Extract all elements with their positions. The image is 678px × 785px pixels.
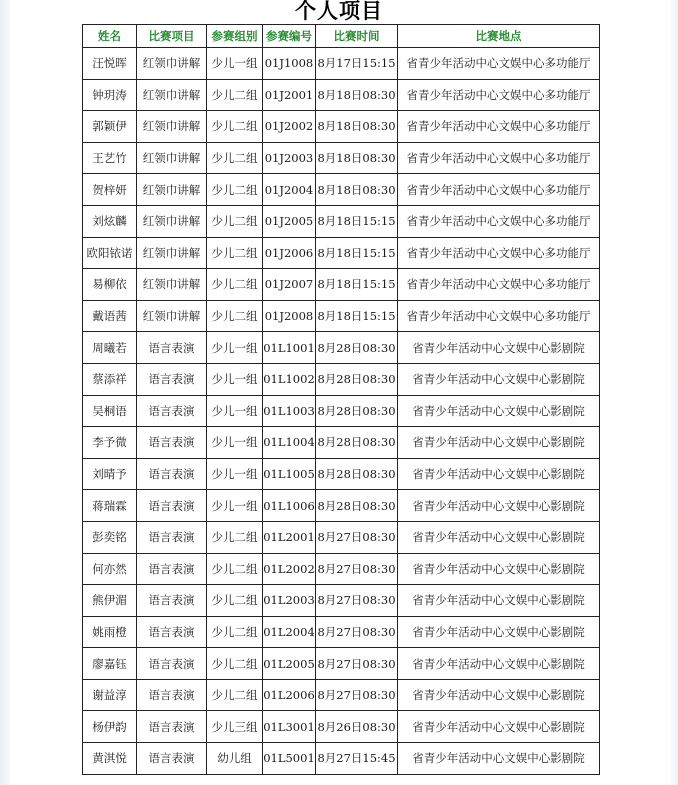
cell-event: 红领巾讲解	[137, 174, 207, 206]
cell-name: 杨伊韵	[83, 711, 137, 743]
table-row	[83, 521, 600, 553]
cell-code: 01J2008	[263, 300, 316, 332]
cell-code: 01J1008	[263, 48, 316, 80]
cell-venue: 省青少年活动中心文娱中心多功能厅	[398, 79, 600, 111]
cell-time: 8月27日15:45	[316, 743, 398, 775]
cell-code: 01J2002	[263, 111, 316, 143]
cell-group: 少儿二组	[207, 616, 263, 648]
cell-group: 少儿二组	[207, 237, 263, 269]
cell-code: 01L1002	[263, 363, 316, 395]
cell-group: 少儿二组	[207, 142, 263, 174]
cell-venue: 省青少年活动中心文娱中心多功能厅	[398, 142, 600, 174]
table-row	[83, 79, 600, 111]
cell-event: 红领巾讲解	[137, 111, 207, 143]
table-row	[83, 679, 600, 711]
cell-name: 王艺竹	[83, 142, 137, 174]
cell-name: 易柳依	[83, 269, 137, 301]
cell-time: 8月27日08:30	[316, 585, 398, 617]
cell-name: 郭颖伊	[83, 111, 137, 143]
cell-code: 01L1003	[263, 395, 316, 427]
cell-code: 01L1001	[263, 332, 316, 364]
cell-name: 廖嘉钰	[83, 648, 137, 680]
cell-time: 8月28日08:30	[316, 490, 398, 522]
cell-name: 刘炫麟	[83, 205, 137, 237]
header-time: 比赛时间	[316, 25, 398, 48]
cell-name: 黄淇悦	[83, 743, 137, 775]
cell-venue: 省青少年活动中心文娱中心多功能厅	[398, 205, 600, 237]
cell-name: 李予微	[83, 427, 137, 459]
cell-time: 8月27日08:30	[316, 648, 398, 680]
cell-code: 01J2001	[263, 79, 316, 111]
table-row	[83, 48, 600, 80]
cell-event: 红领巾讲解	[137, 79, 207, 111]
header-name: 姓名	[83, 25, 137, 48]
cell-time: 8月26日08:30	[316, 711, 398, 743]
header-event: 比赛项目	[137, 25, 207, 48]
cell-time: 8月28日08:30	[316, 363, 398, 395]
cell-name: 戴语茜	[83, 300, 137, 332]
cell-event: 语言表演	[137, 521, 207, 553]
table-row	[83, 616, 600, 648]
cell-group: 少儿二组	[207, 79, 263, 111]
cell-name: 吴桐语	[83, 395, 137, 427]
header-venue: 比赛地点	[398, 25, 600, 48]
cell-event: 语言表演	[137, 332, 207, 364]
cell-time: 8月18日15:15	[316, 269, 398, 301]
cell-time: 8月27日08:30	[316, 679, 398, 711]
cell-code: 01J2007	[263, 269, 316, 301]
table-row	[83, 300, 600, 332]
cell-group: 少儿二组	[207, 269, 263, 301]
cell-time: 8月18日15:15	[316, 300, 398, 332]
cell-group: 少儿二组	[207, 585, 263, 617]
cell-event: 红领巾讲解	[137, 237, 207, 269]
cell-name: 钟玥涛	[83, 79, 137, 111]
cell-code: 01L2003	[263, 585, 316, 617]
cell-group: 少儿二组	[207, 648, 263, 680]
cell-code: 01J2004	[263, 174, 316, 206]
page-left-edge	[0, 0, 10, 785]
cell-name: 姚雨橙	[83, 616, 137, 648]
cell-venue: 省青少年活动中心文娱中心影剧院	[398, 743, 600, 775]
cell-event: 红领巾讲解	[137, 205, 207, 237]
table-row	[83, 743, 600, 775]
cell-time: 8月18日15:15	[316, 237, 398, 269]
cell-name: 蒋瑞霖	[83, 490, 137, 522]
cell-code: 01L2001	[263, 521, 316, 553]
cell-time: 8月28日08:30	[316, 395, 398, 427]
cell-event: 语言表演	[137, 395, 207, 427]
page-title: 个人项目	[295, 0, 383, 23]
cell-venue: 省青少年活动中心文娱中心影剧院	[398, 585, 600, 617]
header-group: 参赛组别	[207, 25, 263, 48]
cell-name: 蔡添祥	[83, 363, 137, 395]
cell-event: 语言表演	[137, 648, 207, 680]
cell-name: 彭奕铭	[83, 521, 137, 553]
cell-group: 少儿一组	[207, 363, 263, 395]
cell-group: 少儿二组	[207, 205, 263, 237]
cell-venue: 省青少年活动中心文娱中心影剧院	[398, 648, 600, 680]
cell-name: 周曦若	[83, 332, 137, 364]
cell-time: 8月27日08:30	[316, 616, 398, 648]
cell-time: 8月27日08:30	[316, 521, 398, 553]
cell-group: 少儿二组	[207, 300, 263, 332]
cell-group: 少儿一组	[207, 427, 263, 459]
cell-event: 语言表演	[137, 585, 207, 617]
cell-venue: 省青少年活动中心文娱中心多功能厅	[398, 300, 600, 332]
table-row	[83, 711, 600, 743]
cell-code: 01J2003	[263, 142, 316, 174]
cell-venue: 省青少年活动中心文娱中心多功能厅	[398, 48, 600, 80]
table-row	[83, 585, 600, 617]
cell-name: 刘晴予	[83, 458, 137, 490]
cell-venue: 省青少年活动中心文娱中心影剧院	[398, 363, 600, 395]
cell-name: 谢益淳	[83, 679, 137, 711]
cell-event: 红领巾讲解	[137, 48, 207, 80]
cell-code: 01J2005	[263, 205, 316, 237]
cell-name: 熊伊湄	[83, 585, 137, 617]
cell-code: 01L1005	[263, 458, 316, 490]
cell-group: 少儿一组	[207, 332, 263, 364]
cell-venue: 省青少年活动中心文娱中心多功能厅	[398, 237, 600, 269]
cell-venue: 省青少年活动中心文娱中心影剧院	[398, 521, 600, 553]
cell-code: 01L2002	[263, 553, 316, 585]
page-right-edge	[670, 0, 678, 785]
cell-event: 语言表演	[137, 490, 207, 522]
cell-time: 8月27日08:30	[316, 553, 398, 585]
cell-venue: 省青少年活动中心文娱中心影剧院	[398, 332, 600, 364]
cell-group: 少儿一组	[207, 490, 263, 522]
table-row	[83, 237, 600, 269]
cell-name: 何亦然	[83, 553, 137, 585]
cell-venue: 省青少年活动中心文娱中心影剧院	[398, 490, 600, 522]
table-body	[83, 48, 600, 775]
cell-event: 语言表演	[137, 363, 207, 395]
cell-venue: 省青少年活动中心文娱中心多功能厅	[398, 174, 600, 206]
cell-time: 8月18日08:30	[316, 174, 398, 206]
cell-group: 少儿二组	[207, 111, 263, 143]
cell-code: 01L1006	[263, 490, 316, 522]
cell-venue: 省青少年活动中心文娱中心影剧院	[398, 395, 600, 427]
cell-time: 8月17日15:15	[316, 48, 398, 80]
cell-event: 语言表演	[137, 458, 207, 490]
cell-event: 语言表演	[137, 743, 207, 775]
cell-event: 语言表演	[137, 553, 207, 585]
cell-event: 红领巾讲解	[137, 300, 207, 332]
cell-venue: 省青少年活动中心文娱中心影剧院	[398, 427, 600, 459]
cell-time: 8月18日08:30	[316, 111, 398, 143]
cell-name: 汪悦晖	[83, 48, 137, 80]
cell-group: 少儿二组	[207, 679, 263, 711]
cell-event: 语言表演	[137, 711, 207, 743]
table-row	[83, 269, 600, 301]
cell-group: 幼儿组	[207, 743, 263, 775]
cell-name: 贺梓妍	[83, 174, 137, 206]
cell-code: 01L2004	[263, 616, 316, 648]
cell-event: 红领巾讲解	[137, 269, 207, 301]
table-row	[83, 174, 600, 206]
cell-event: 语言表演	[137, 427, 207, 459]
cell-venue: 省青少年活动中心文娱中心多功能厅	[398, 269, 600, 301]
cell-venue: 省青少年活动中心文娱中心影剧院	[398, 679, 600, 711]
cell-group: 少儿二组	[207, 521, 263, 553]
header-code: 参赛编号	[263, 25, 316, 48]
cell-time: 8月28日08:30	[316, 332, 398, 364]
cell-venue: 省青少年活动中心文娱中心影剧院	[398, 711, 600, 743]
table-header	[83, 25, 600, 48]
schedule-table	[82, 24, 600, 775]
table-row	[83, 553, 600, 585]
cell-group: 少儿三组	[207, 711, 263, 743]
cell-time: 8月28日08:30	[316, 458, 398, 490]
cell-code: 01L2006	[263, 679, 316, 711]
cell-code: 01L1004	[263, 427, 316, 459]
cell-venue: 省青少年活动中心文娱中心多功能厅	[398, 111, 600, 143]
table-row	[83, 363, 600, 395]
cell-time: 8月18日08:30	[316, 142, 398, 174]
table-row	[83, 142, 600, 174]
cell-name: 欧阳铱诺	[83, 237, 137, 269]
cell-event: 语言表演	[137, 616, 207, 648]
table-row	[83, 111, 600, 143]
table-row	[83, 458, 600, 490]
cell-code: 01L2005	[263, 648, 316, 680]
cell-time: 8月18日08:30	[316, 79, 398, 111]
cell-time: 8月18日15:15	[316, 205, 398, 237]
table-row	[83, 205, 600, 237]
table-row	[83, 395, 600, 427]
cell-code: 01J2006	[263, 237, 316, 269]
cell-venue: 省青少年活动中心文娱中心影剧院	[398, 616, 600, 648]
table-row	[83, 332, 600, 364]
cell-code: 01L3001	[263, 711, 316, 743]
cell-group: 少儿二组	[207, 174, 263, 206]
cell-group: 少儿一组	[207, 395, 263, 427]
cell-event: 语言表演	[137, 679, 207, 711]
cell-venue: 省青少年活动中心文娱中心影剧院	[398, 458, 600, 490]
cell-code: 01L5001	[263, 743, 316, 775]
table-row	[83, 648, 600, 680]
cell-group: 少儿一组	[207, 48, 263, 80]
cell-event: 红领巾讲解	[137, 142, 207, 174]
cell-group: 少儿一组	[207, 458, 263, 490]
header-row	[83, 25, 600, 48]
cell-group: 少儿二组	[207, 553, 263, 585]
cell-venue: 省青少年活动中心文娱中心影剧院	[398, 553, 600, 585]
table-row	[83, 427, 600, 459]
cell-time: 8月28日08:30	[316, 427, 398, 459]
table-row	[83, 490, 600, 522]
